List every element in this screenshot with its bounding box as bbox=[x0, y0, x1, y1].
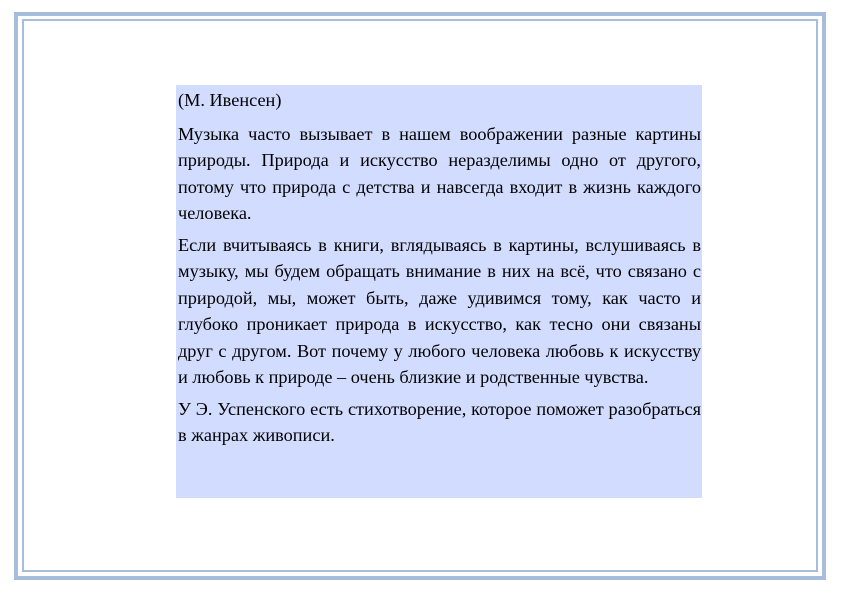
paragraph-2: Если вчитываясь в книги, вглядываясь в картины, вслушиваясь в музыку, мы будем обращать внимание в них на всё, что связано с природой, мы, может быть, даже удивимся тому, как часто и глубоко проникает природа в искусство, как тесно они связаны друг с другом. Вот почему у любого человека любовь к искусству и любовь к природе – очень близкие и родственные чувства. bbox=[178, 234, 701, 387]
author-attribution: (М. Ивенсен) bbox=[178, 90, 282, 110]
paragraph-3: У Э. Успенского есть стихотворение, которое поможет разобраться в жанрах живописи. bbox=[178, 398, 701, 445]
text-block bbox=[176, 85, 702, 498]
paragraph-1: Музыка часто вызывает в нашем воображении разные картины природы. Природа и искусство неразделимы одно от другого, потому что природа с детства и навсегда входит в жизнь каждого человека. bbox=[178, 123, 701, 223]
